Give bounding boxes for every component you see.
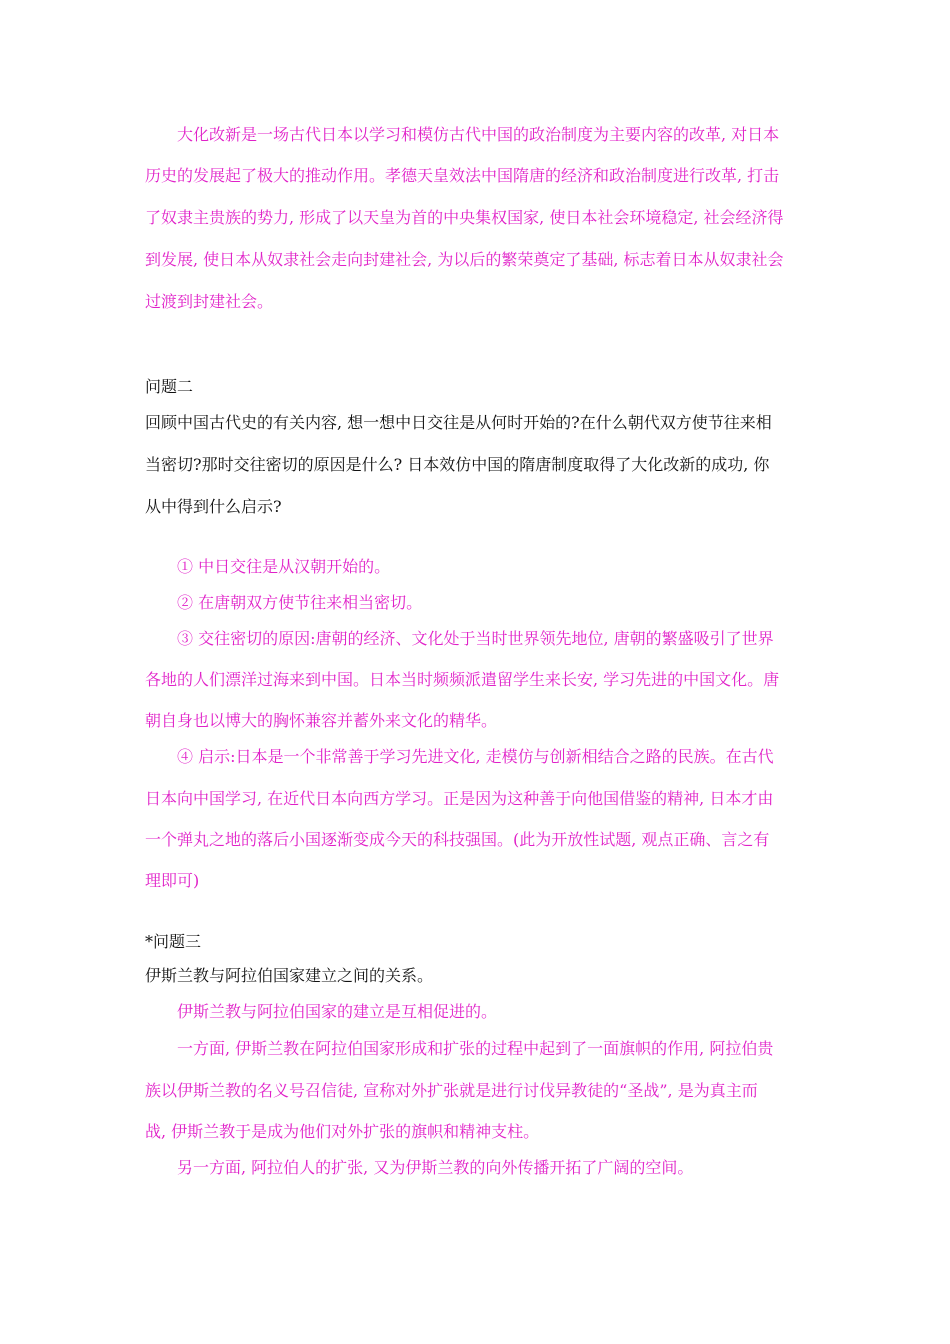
question2-title: 问题二 xyxy=(145,377,194,396)
answer3-line-5: 另一方面, 阿拉伯人的扩张, 又为伊斯兰教的向外传播开拓了广阔的空间。 xyxy=(177,1158,694,1177)
answer1-line-2: 历史的发展起了极大的推动作用。孝德天皇效法中国隋唐的经济和政治制度进行改革, 打击 xyxy=(145,166,780,185)
answer2-item-4-line-3: 一个弹丸之地的落后小国逐渐变成今天的科技强国。(此为开放性试题, 观点正确、言之有 xyxy=(145,830,770,849)
answer2-item-3-line-2: 各地的人们漂洋过海来到中国。日本当时频频派遣留学生来长安, 学习先进的中国文化。唐 xyxy=(145,670,780,689)
answer3-line-1: 伊斯兰教与阿拉伯国家的建立是互相促进的。 xyxy=(177,1002,498,1021)
answer1-line-3: 了奴隶主贵族的势力, 形成了以天皇为首的中央集权国家, 使日本社会环境稳定, 社会经济得 xyxy=(145,208,784,227)
answer2-item-3-line-3: 朝自身也以博大的胸怀兼容并蓄外来文化的精华。 xyxy=(145,711,498,730)
answer2-item-3-line-1: ③ 交往密切的原因:唐朝的经济、文化处于当时世界领先地位, 唐朝的繁盛吸引了世界 xyxy=(177,629,774,648)
question3-line-1: 伊斯兰教与阿拉伯国家建立之间的关系。 xyxy=(145,966,434,985)
question3-title: *问题三 xyxy=(145,932,202,951)
answer3-line-2: 一方面, 伊斯兰教在阿拉伯国家形成和扩张的过程中起到了一面旗帜的作用, 阿拉伯贵 xyxy=(177,1039,774,1058)
answer2-item-4-line-4: 理即可) xyxy=(145,871,200,890)
answer3-line-3: 族以伊斯兰教的名义号召信徒, 宣称对外扩张就是进行讨伐异教徒的“圣战”, 是为真主而 xyxy=(145,1081,758,1100)
answer2-item-1: ① 中日交往是从汉朝开始的。 xyxy=(177,557,391,576)
question2-line-3: 从中得到什么启示? xyxy=(145,497,282,516)
answer2-item-4-line-1: ④ 启示:日本是一个非常善于学习先进文化, 走模仿与创新相结合之路的民族。在古代 xyxy=(177,747,774,766)
answer1-line-1: 大化改新是一场古代日本以学习和模仿古代中国的政治制度为主要内容的改革, 对日本 xyxy=(177,125,780,144)
question2-line-1: 回顾中国古代史的有关内容, 想一想中日交往是从何时开始的?在什么朝代双方使节往来相 xyxy=(145,413,772,432)
answer2-item-2: ② 在唐朝双方使节往来相当密切。 xyxy=(177,593,423,612)
answer3-line-4: 战, 伊斯兰教于是成为他们对外扩张的旗帜和精神支柱。 xyxy=(145,1122,540,1141)
answer1-line-4: 到发展, 使日本从奴隶社会走向封建社会, 为以后的繁荣奠定了基础, 标志着日本从奴隶社会 xyxy=(145,250,784,269)
answer1-line-5: 过渡到封建社会。 xyxy=(145,292,274,311)
question2-line-2: 当密切?那时交往密切的原因是什么? 日本效仿中国的隋唐制度取得了大化改新的成功, 你 xyxy=(145,455,770,474)
answer2-item-4-line-2: 日本向中国学习, 在近代日本向西方学习。正是因为这种善于向他国借鉴的精神, 日本才由 xyxy=(145,789,774,808)
